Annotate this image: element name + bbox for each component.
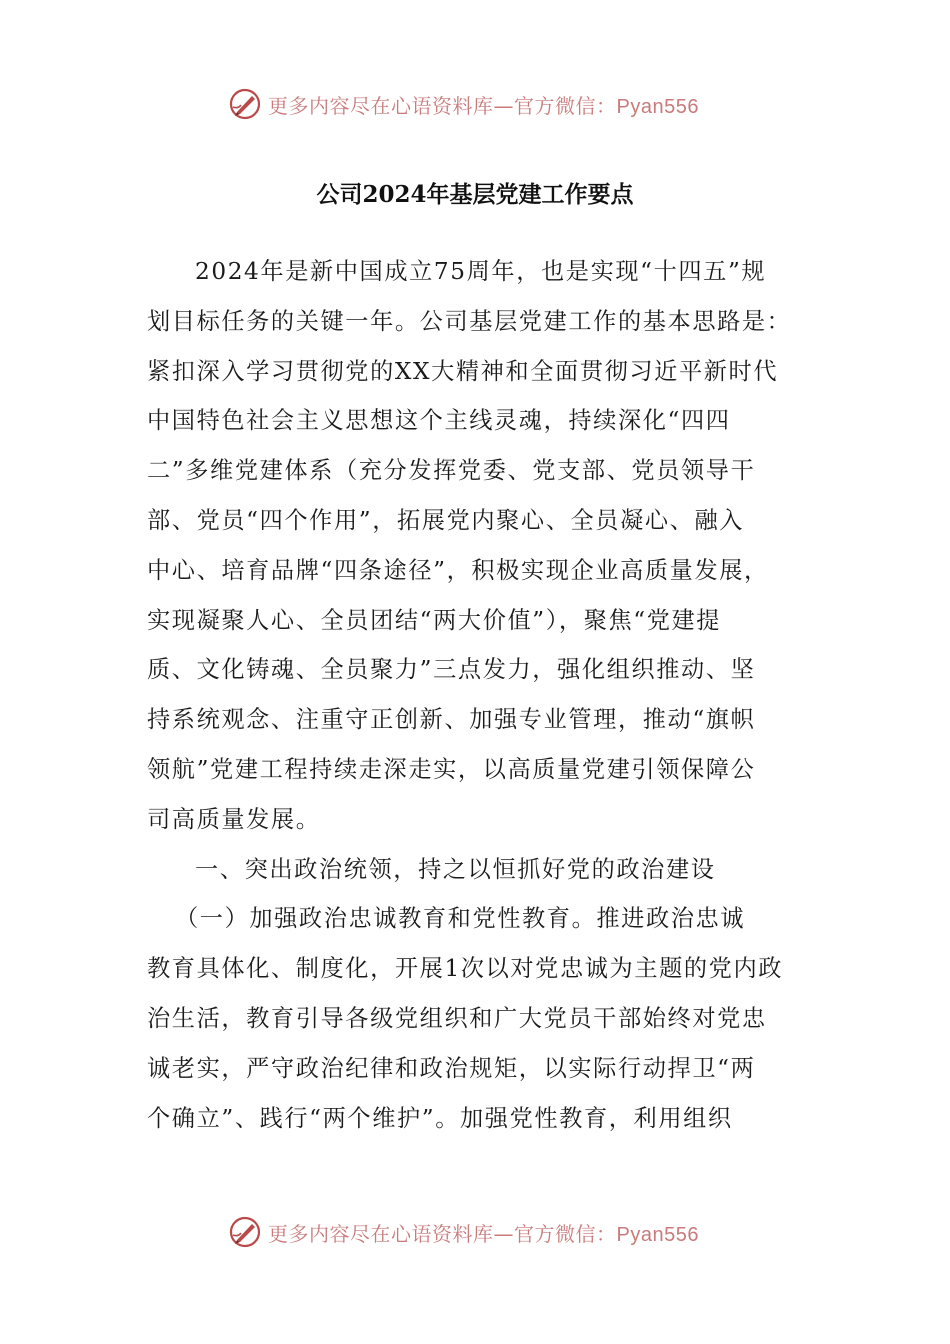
text-line: 划目标任务的关键一年。公司基层党建工作的基本思路是： — [147, 307, 792, 335]
watermark-separator: — — [493, 93, 514, 118]
document-body — [147, 247, 812, 1143]
watermark-wechat-id: Pyan556 — [616, 1223, 699, 1246]
footer-watermark — [228, 1212, 748, 1252]
watermark-site-name: 更多内容尽在心语资料库 — [268, 1221, 494, 1246]
pen-logo-icon — [228, 87, 262, 121]
text-line: 部、党员“四个作用”，拓展党内聚心、全员凝心、融入 — [147, 506, 745, 534]
text-line: 个确立”、践行“两个维护”。加强党性教育，利用组织 — [147, 1104, 733, 1132]
text-line: 诚老实，严守政治纪律和政治规矩，以实际行动捍卫“两 — [147, 1054, 756, 1082]
text-line: 紧扣深入学习贯彻党的XX大精神和全面贯彻习近平新时代 — [147, 357, 779, 385]
text-line: 持系统观念、注重守正创新、加强专业管理，推动“旗帜 — [147, 706, 756, 734]
text-line: 中心、培育品牌“四条途径”，积极实现企业高质量发展， — [147, 556, 769, 584]
text-line: 二”多维党建体系（充分发挥党委、党支部、党员领导干 — [147, 457, 756, 485]
text-line: 2024年是新中国成立75周年，也是实现“十四五”规 — [195, 258, 767, 285]
text-line: 质、文化铸魂、全员聚力”三点发力，强化组织推动、坚 — [147, 656, 756, 684]
watermark-text — [268, 90, 699, 119]
watermark-wechat-label: 官方微信： — [514, 93, 617, 118]
header-watermark — [228, 84, 748, 124]
document-title: 公司2024年基层党建工作要点 — [316, 181, 634, 208]
pen-logo-icon — [228, 1215, 262, 1249]
watermark-separator: — — [493, 1221, 514, 1246]
watermark-wechat-label: 官方微信： — [514, 1221, 617, 1246]
text-line: 治生活，教育引导各级党组织和广大党员干部始终对党忠 — [147, 1004, 767, 1032]
section-heading: 一、突出政治统领，持之以恒抓好党的政治建设 — [195, 855, 716, 883]
text-line: 中国特色社会主义思想这个主线灵魂，持续深化“四四 — [147, 407, 731, 435]
watermark-text — [268, 1218, 699, 1247]
text-line: 司高质量发展。 — [147, 805, 321, 833]
watermark-site-name: 更多内容尽在心语资料库 — [268, 93, 494, 118]
subsection-heading: （一）加强政治忠诚教育和党性教育。推进政治忠诚 — [175, 905, 746, 933]
text-line: 教育具体化、制度化，开展1次以对党忠诚为主题的党内政 — [147, 955, 784, 983]
text-line: 领航”党建工程持续走深走实，以高质量党建引领保障公 — [147, 755, 756, 783]
watermark-wechat-id: Pyan556 — [616, 95, 699, 118]
text-line: 实现凝聚人心、全员团结“两大价值”），聚焦“党建提 — [147, 606, 722, 634]
